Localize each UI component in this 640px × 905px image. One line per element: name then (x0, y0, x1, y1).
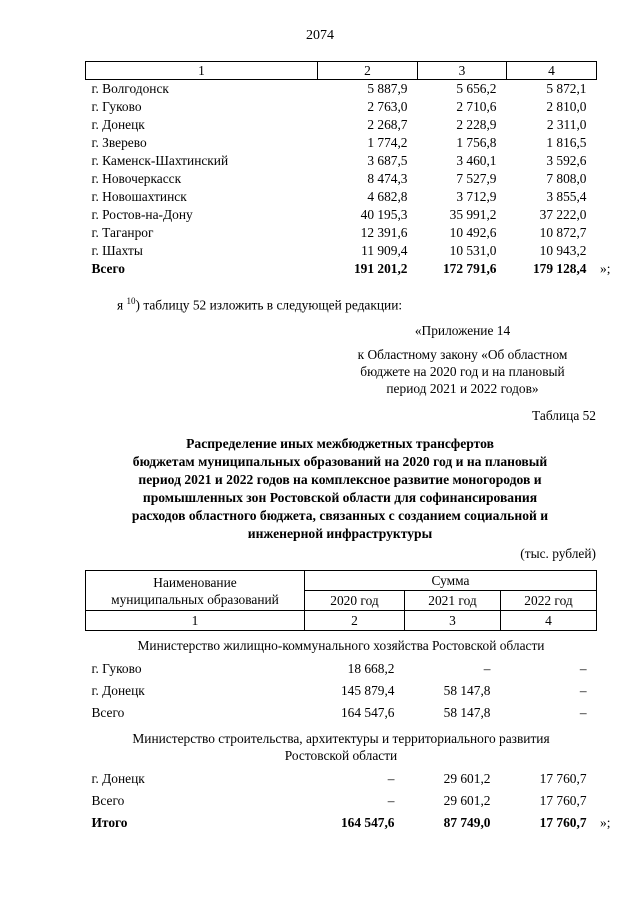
table-row (86, 768, 597, 790)
appendix-line: бюджете на 2020 год и на плановый (360, 364, 565, 379)
value-cell: – (579, 683, 587, 698)
municipality-name: г. Таганрог (91, 225, 154, 240)
appendix-line: период 2021 и 2022 годов» (386, 381, 539, 396)
table-number-row (86, 611, 597, 631)
value-cell: 1 774,2 (367, 135, 408, 150)
total-row (86, 260, 597, 278)
value-cell: 12 391,6 (360, 225, 408, 240)
value-cell: 164 547,6 (340, 815, 395, 830)
table-row (86, 134, 597, 152)
amendment-item (117, 296, 402, 313)
value-cell: 5 872,1 (546, 81, 587, 96)
value-cell: – (483, 661, 491, 676)
value-cell: 29 601,2 (443, 793, 491, 808)
value-cell: – (579, 661, 587, 676)
value-cell: 3 687,5 (367, 153, 408, 168)
municipality-name: г. Гуково (91, 661, 142, 676)
column-name-header (86, 571, 305, 611)
table-row (86, 188, 597, 206)
item-letter: я (117, 297, 124, 313)
municipality-name: г. Донецк (91, 771, 145, 786)
value-cell: 172 791,6 (442, 261, 497, 276)
value-cell: 37 222,0 (539, 207, 587, 222)
value-cell: 145 879,4 (340, 683, 395, 698)
municipality-name: г. Зверево (91, 135, 147, 150)
value-cell: 1 816,5 (546, 135, 587, 150)
value-cell: 3 592,6 (546, 153, 587, 168)
value-cell: 5 887,9 (367, 81, 408, 96)
value-cell: 29 601,2 (443, 771, 491, 786)
municipality-name: г. Донецк (91, 683, 145, 698)
value-cell: 10 872,7 (539, 225, 587, 240)
municipality-name: г. Волгодонск (91, 81, 169, 96)
table-row (86, 242, 597, 260)
ministry-row (86, 631, 597, 659)
value-cell: 10 531,0 (449, 243, 497, 258)
value-cell: 2 228,9 (456, 117, 497, 132)
continuation-table (85, 61, 597, 278)
appendix-title: «Приложение 14 (414, 323, 511, 338)
value-cell: 3 712,9 (456, 189, 497, 204)
year-header: 2022 год (501, 591, 597, 611)
total-row (86, 812, 597, 834)
value-cell: 1 756,8 (456, 135, 497, 150)
value-cell: 2 810,0 (546, 99, 587, 114)
value-cell: 4 682,8 (367, 189, 408, 204)
heading-line: бюджетам муниципальных образований на 2020 год и на плановый (132, 454, 548, 469)
column-number: 3 (405, 611, 501, 631)
value-cell: 17 760,7 (539, 771, 587, 786)
column-number: 1 (86, 611, 305, 631)
value-cell: 17 760,7 (539, 793, 587, 808)
page-number: 2074 (306, 28, 334, 43)
ministry-name (86, 724, 597, 768)
ministry-line: Ростовской области (284, 748, 398, 763)
value-cell: 2 710,6 (456, 99, 497, 114)
header-text: муниципальных образований (111, 591, 279, 607)
municipality-name: Итого (91, 815, 128, 830)
table-header-row (86, 571, 597, 591)
units-label: (тыс. рублей) (520, 546, 596, 561)
column-number: 3 (418, 62, 507, 80)
municipality-name: г. Новочеркасск (91, 171, 182, 186)
column-number: 1 (86, 62, 318, 80)
municipality-name: г. Ростов-на-Дону (91, 207, 193, 222)
municipality-name: г. Новошахтинск (91, 189, 187, 204)
table-row (86, 658, 597, 680)
column-number: 2 (318, 62, 418, 80)
municipality-name: Всего (91, 705, 125, 720)
table-row (86, 680, 597, 702)
municipality-name: г. Каменск-Шахтинский (91, 153, 229, 168)
closing-quote: »; (600, 261, 611, 276)
column-number: 4 (501, 611, 597, 631)
value-cell: 10 492,6 (449, 225, 497, 240)
table-row (86, 702, 597, 724)
value-cell: 179 128,4 (532, 261, 587, 276)
value-cell: 2 763,0 (367, 99, 408, 114)
appendix-line: к Областному закону «Об областном (357, 347, 568, 362)
value-cell: 7 527,9 (456, 171, 497, 186)
value-cell: – (387, 771, 395, 786)
ministry-line: Министерство строительства, архитектуры и территориального развития (132, 731, 550, 746)
transfers-table (85, 570, 597, 834)
closing-quote: »; (600, 815, 611, 830)
value-cell: 8 474,3 (367, 171, 408, 186)
municipality-name: г. Шахты (91, 243, 143, 258)
table-row (86, 790, 597, 812)
item-text: ) таблицу 52 изложить в следующей редакции: (135, 297, 403, 313)
value-cell: 5 656,2 (456, 81, 497, 96)
heading-line: расходов областного бюджета, связанных с созданием социальной и (131, 508, 549, 523)
heading-line: Распределение иных межбюджетных трансфертов (186, 436, 494, 451)
value-cell: 40 195,3 (360, 207, 408, 222)
year-header: 2021 год (405, 591, 501, 611)
municipality-name: г. Гуково (91, 99, 142, 114)
table-label: Таблица 52 (532, 408, 596, 423)
heading-line: инженерной инфраструктуры (247, 526, 433, 541)
value-cell: 18 668,2 (347, 661, 395, 676)
municipality-name: Всего (91, 793, 125, 808)
header-text: Наименование (153, 574, 237, 590)
ministry-name: Министерство жилищно-коммунального хозяйства Ростовской области (137, 638, 545, 653)
heading-line: период 2021 и 2022 годов на комплексное развитие моногородов и (138, 472, 542, 487)
column-number: 4 (507, 62, 597, 80)
value-cell: 3 460,1 (456, 153, 497, 168)
column-number: 2 (305, 611, 405, 631)
ministry-row (86, 724, 597, 768)
value-cell: 191 201,2 (353, 261, 408, 276)
value-cell: – (387, 793, 395, 808)
table-row (86, 98, 597, 116)
municipality-name: Всего (91, 261, 125, 276)
table-row (86, 206, 597, 224)
table-header-row (86, 62, 597, 80)
value-cell: 2 311,0 (546, 117, 587, 132)
value-cell: 10 943,2 (539, 243, 587, 258)
column-sum-header: Сумма (305, 571, 597, 591)
value-cell: 35 991,2 (449, 207, 497, 222)
value-cell: 58 147,8 (443, 683, 491, 698)
value-cell: 11 909,4 (361, 243, 408, 258)
value-cell: 164 547,6 (340, 705, 395, 720)
value-cell: – (579, 705, 587, 720)
municipality-name: г. Донецк (91, 117, 145, 132)
table-row (86, 116, 597, 134)
value-cell: 7 808,0 (546, 171, 587, 186)
heading-line: промышленных зон Ростовской области для софинансирования (142, 490, 538, 505)
year-header: 2020 год (305, 591, 405, 611)
value-cell: 17 760,7 (539, 815, 587, 830)
value-cell: 3 855,4 (546, 189, 587, 204)
value-cell: 58 147,8 (443, 705, 491, 720)
table-row (86, 170, 597, 188)
table-row (86, 152, 597, 170)
table-row (86, 80, 597, 99)
table-row (86, 224, 597, 242)
value-cell: 2 268,7 (367, 117, 408, 132)
footnote-mark: 10 (126, 296, 136, 306)
table-heading (80, 435, 600, 543)
value-cell: 87 749,0 (443, 815, 491, 830)
